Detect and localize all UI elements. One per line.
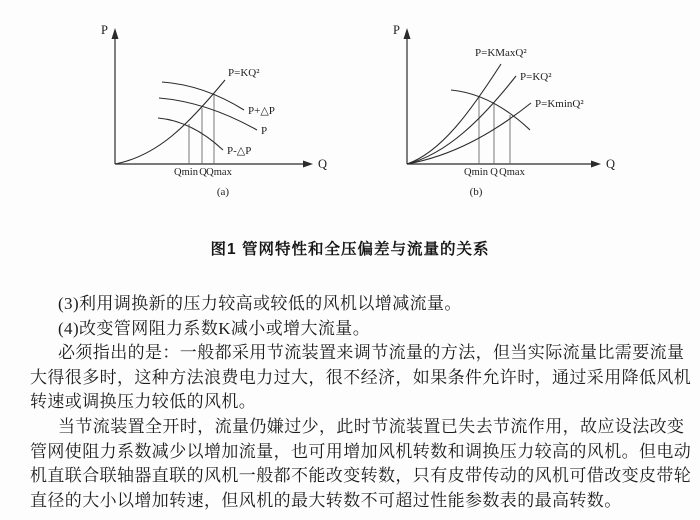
chart-a bbox=[82, 14, 332, 214]
text-line: 管网使阻力系数减少以增加流量，也可用增加风机转数和调换压力较高的风机。但电动 bbox=[30, 441, 692, 461]
chart-a-tick-qmin: Qmin bbox=[174, 167, 198, 178]
body-text bbox=[30, 292, 692, 513]
chart-b-y-axis-label: P bbox=[393, 23, 400, 37]
chart-a-fan-mid-label: P bbox=[261, 125, 268, 137]
chart-b-k-label: P=KQ² bbox=[520, 71, 552, 83]
figure-1 bbox=[0, 0, 700, 230]
chart-b bbox=[372, 14, 622, 214]
chart-b-x-axis-arrow-icon bbox=[591, 161, 601, 168]
chart-b-x-axis-label: Q bbox=[606, 157, 616, 171]
chart-b-tick-qmax: Qmax bbox=[499, 167, 525, 178]
chart-a-y-axis-arrow-icon bbox=[112, 28, 119, 39]
chart-b-kmax-curve bbox=[407, 64, 501, 164]
text-line: 必须指出的是：一般都采用节流装置来调节流量的方法，但当实际流量比需要流量 bbox=[58, 343, 685, 363]
text-line: (4)改变管网阻力系数K减小或增大流量。 bbox=[58, 318, 371, 338]
chart-b-kmax-label: P=KMaxQ² bbox=[475, 47, 527, 59]
chart-a-tick-q: Q bbox=[199, 167, 207, 178]
chart-a-fan-low-label: P-△P bbox=[227, 145, 252, 157]
chart-b-tick-qmin: Qmin bbox=[464, 167, 488, 178]
chart-a-sublabel: (a) bbox=[216, 186, 230, 198]
chart-b-kmin-label: P=KminQ² bbox=[535, 98, 584, 110]
text-line: 机直联合联轴器直联的风机一般都不能改变转数，只有皮带传动的风机可借改变皮带轮 bbox=[30, 466, 692, 486]
chart-b-y-axis-arrow-icon bbox=[404, 28, 411, 39]
chart-a-network-label: P=KQ² bbox=[228, 67, 260, 79]
chart-a-fan-mid-curve bbox=[159, 98, 257, 130]
chart-a-fan-low-curve bbox=[158, 118, 223, 150]
chart-b-sublabel: (b) bbox=[469, 186, 483, 198]
text-line: 转速或调换压力较低的风机。 bbox=[30, 392, 257, 412]
chart-b-fan-curve bbox=[451, 90, 530, 130]
chart-a-y-axis-label: P bbox=[101, 23, 108, 37]
text-line: (3)利用调换新的压力较高或较低的风机以增减流量。 bbox=[58, 294, 462, 313]
chart-a-fan-high-label: P+△P bbox=[248, 105, 275, 117]
chart-a-x-axis-label: Q bbox=[318, 157, 328, 171]
text-line: 直径的大小以增加转速，但风机的最大转数不可超过性能参数表的最高转数。 bbox=[30, 490, 622, 510]
figure-caption: 图1 管网特性和全压偏差与流量的关系 bbox=[210, 241, 490, 258]
chart-a-tick-qmax: Qmax bbox=[206, 167, 232, 178]
chart-b-tick-q: Q bbox=[490, 167, 498, 178]
text-line: 大得很多时，这种方法浪费电力过大，很不经济，如果条件允许时，通过采用降低风机 bbox=[30, 367, 692, 387]
text-line: 当节流装置全开时，流量仍嫌过少，此时节流装置已失去节流作用，故应设法改变 bbox=[58, 416, 685, 436]
chart-a-x-axis-arrow-icon bbox=[303, 161, 313, 168]
